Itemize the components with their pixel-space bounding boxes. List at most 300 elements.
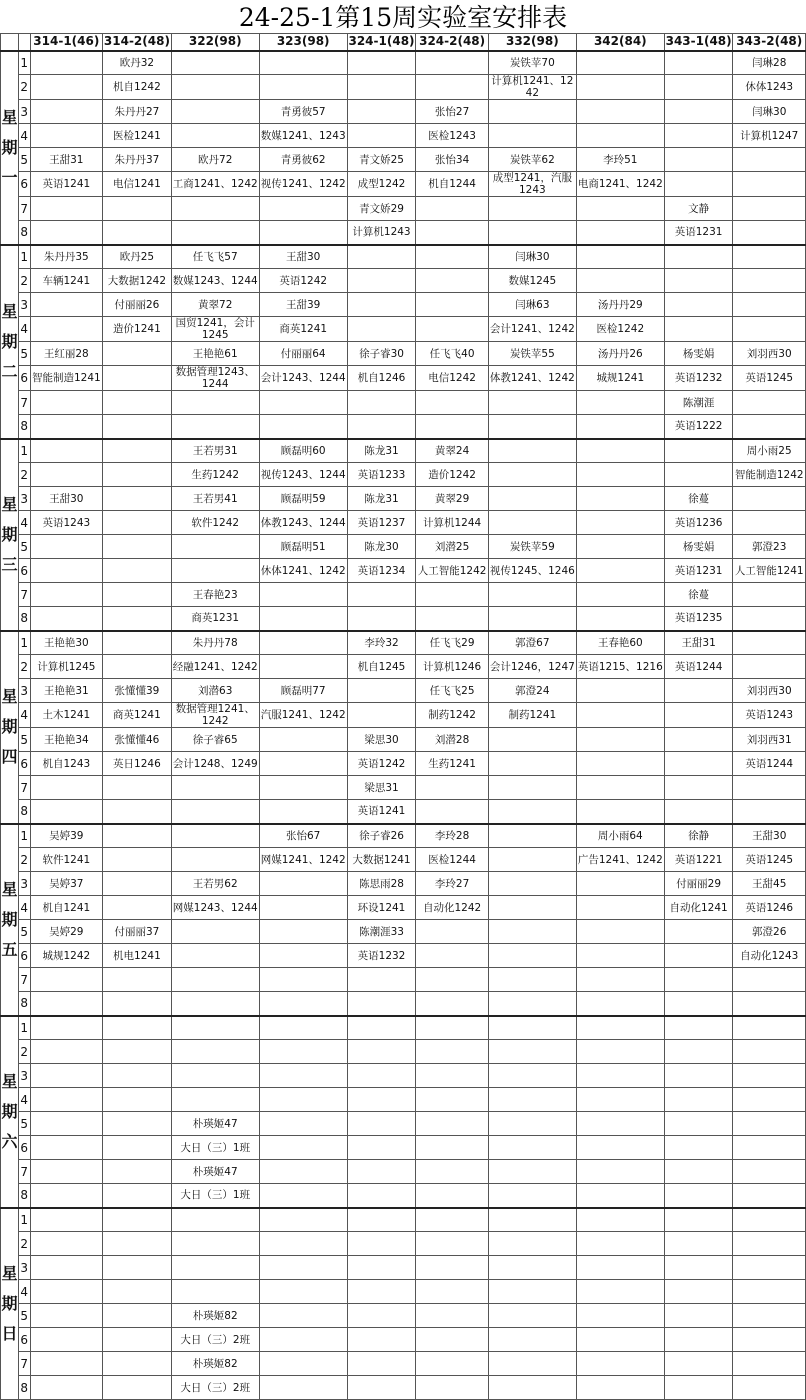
schedule-cell — [488, 992, 576, 1016]
schedule-cell — [416, 1136, 489, 1160]
schedule-cell — [733, 245, 806, 269]
period-number: 5 — [18, 1112, 30, 1136]
schedule-cell: 城规1242 — [30, 944, 103, 968]
schedule-cell — [664, 703, 733, 728]
schedule-cell: 商英1241 — [103, 703, 172, 728]
period-number: 8 — [18, 415, 30, 439]
schedule-cell — [664, 776, 733, 800]
schedule-cell — [103, 439, 172, 463]
table-row — [1, 1160, 806, 1184]
schedule-cell — [664, 1184, 733, 1208]
schedule-cell — [576, 920, 664, 944]
schedule-cell — [488, 848, 576, 872]
schedule-cell — [30, 800, 103, 824]
schedule-cell — [416, 607, 489, 631]
schedule-cell — [576, 221, 664, 245]
schedule-cell — [733, 1064, 806, 1088]
schedule-cell — [488, 1088, 576, 1112]
table-row — [1, 559, 806, 583]
table-row — [1, 197, 806, 221]
schedule-cell — [30, 439, 103, 463]
schedule-cell — [347, 1256, 416, 1280]
schedule-cell — [30, 1256, 103, 1280]
schedule-cell — [347, 124, 416, 148]
schedule-cell — [576, 896, 664, 920]
schedule-cell: 汽服1241、1242 — [259, 703, 347, 728]
day-label — [1, 631, 19, 824]
schedule-cell: 徐蔓 — [664, 583, 733, 607]
schedule-cell — [416, 1352, 489, 1376]
schedule-cell: 周小雨64 — [576, 824, 664, 848]
schedule-cell: 王若男31 — [171, 439, 259, 463]
schedule-cell — [664, 439, 733, 463]
schedule-cell — [103, 1016, 172, 1040]
schedule-cell: 张怡67 — [259, 824, 347, 848]
schedule-cell — [576, 1328, 664, 1352]
schedule-cell — [488, 872, 576, 896]
schedule-cell — [664, 293, 733, 317]
schedule-cell — [488, 1352, 576, 1376]
schedule-cell — [30, 197, 103, 221]
day-label-char: 期 — [1, 137, 18, 157]
day-label — [1, 1016, 19, 1208]
schedule-cell — [664, 1304, 733, 1328]
table-row — [1, 317, 806, 342]
schedule-cell — [103, 1304, 172, 1328]
schedule-cell — [347, 1160, 416, 1184]
room-header: 342(84) — [576, 34, 664, 51]
table-row — [1, 439, 806, 463]
schedule-cell — [488, 487, 576, 511]
schedule-cell — [259, 800, 347, 824]
schedule-cell — [664, 317, 733, 342]
schedule-cell — [733, 776, 806, 800]
schedule-cell — [103, 1040, 172, 1064]
schedule-cell — [488, 728, 576, 752]
schedule-cell — [664, 800, 733, 824]
schedule-cell: 欧丹32 — [103, 51, 172, 75]
schedule-cell — [103, 511, 172, 535]
day-label — [1, 824, 19, 1016]
schedule-cell: 郭澄24 — [488, 679, 576, 703]
period-number: 3 — [18, 293, 30, 317]
schedule-cell — [259, 1184, 347, 1208]
table-row — [1, 366, 806, 391]
table-row — [1, 391, 806, 415]
schedule-cell: 朴瑛姬47 — [171, 1112, 259, 1136]
schedule-cell — [259, 583, 347, 607]
schedule-cell: 杨雯娟 — [664, 535, 733, 559]
schedule-cell: 自动化1243 — [733, 944, 806, 968]
schedule-cell — [664, 992, 733, 1016]
schedule-cell — [30, 1376, 103, 1400]
schedule-cell — [664, 968, 733, 992]
schedule-cell: 徐子睿65 — [171, 728, 259, 752]
period-number: 4 — [18, 124, 30, 148]
table-row — [1, 1256, 806, 1280]
schedule-cell: 体教1243、1244 — [259, 511, 347, 535]
schedule-cell — [171, 800, 259, 824]
schedule-cell — [30, 1328, 103, 1352]
schedule-cell — [171, 992, 259, 1016]
schedule-cell — [576, 1232, 664, 1256]
schedule-cell: 大数据1242 — [103, 269, 172, 293]
period-number: 7 — [18, 776, 30, 800]
schedule-cell: 制药1241 — [488, 703, 576, 728]
schedule-cell — [664, 463, 733, 487]
schedule-cell: 青勇彼57 — [259, 100, 347, 124]
schedule-cell — [30, 1208, 103, 1232]
schedule-cell: 体教1241、1242 — [488, 366, 576, 391]
schedule-cell — [664, 920, 733, 944]
schedule-cell: 朱丹丹37 — [103, 148, 172, 172]
schedule-table — [0, 33, 806, 1400]
table-row — [1, 631, 806, 655]
schedule-cell — [416, 1064, 489, 1088]
period-number: 2 — [18, 269, 30, 293]
schedule-cell — [416, 583, 489, 607]
table-row — [1, 1328, 806, 1352]
period-number: 5 — [18, 920, 30, 944]
schedule-cell — [733, 655, 806, 679]
schedule-cell — [259, 655, 347, 679]
schedule-cell — [259, 1376, 347, 1400]
period-number: 8 — [18, 1376, 30, 1400]
schedule-cell — [259, 944, 347, 968]
day-label-char: 星 — [1, 687, 18, 706]
schedule-cell — [347, 1184, 416, 1208]
schedule-cell — [488, 824, 576, 848]
schedule-cell — [664, 1280, 733, 1304]
schedule-cell — [30, 992, 103, 1016]
schedule-cell: 英语1231 — [664, 559, 733, 583]
day-label-char: 期 — [1, 1293, 18, 1313]
schedule-cell: 国贸1241，会计1245 — [171, 317, 259, 342]
schedule-cell — [733, 317, 806, 342]
schedule-cell — [416, 1088, 489, 1112]
schedule-cell — [416, 968, 489, 992]
schedule-cell — [171, 848, 259, 872]
schedule-cell: 黄翠29 — [416, 487, 489, 511]
period-number: 3 — [18, 1064, 30, 1088]
schedule-cell — [171, 415, 259, 439]
period-number: 7 — [18, 1160, 30, 1184]
schedule-cell — [103, 1232, 172, 1256]
schedule-cell — [259, 992, 347, 1016]
table-row — [1, 124, 806, 148]
period-number: 3 — [18, 100, 30, 124]
table-row — [1, 1136, 806, 1160]
schedule-cell — [733, 1304, 806, 1328]
schedule-cell: 王甜31 — [664, 631, 733, 655]
schedule-cell — [30, 1232, 103, 1256]
schedule-cell — [416, 1376, 489, 1400]
schedule-cell — [576, 245, 664, 269]
schedule-cell: 智能制造1241 — [30, 366, 103, 391]
schedule-cell: 经融1241、1242 — [171, 655, 259, 679]
schedule-cell — [416, 415, 489, 439]
schedule-cell: 炭铁苹70 — [488, 51, 576, 75]
schedule-cell: 王甜39 — [259, 293, 347, 317]
period-number: 3 — [18, 1256, 30, 1280]
schedule-cell — [347, 679, 416, 703]
schedule-cell: 计算机1245 — [30, 655, 103, 679]
schedule-cell — [259, 75, 347, 100]
schedule-cell — [103, 896, 172, 920]
schedule-cell — [171, 1256, 259, 1280]
schedule-cell — [733, 583, 806, 607]
room-header: 322(98) — [171, 34, 259, 51]
schedule-cell: 青文娇25 — [347, 148, 416, 172]
schedule-cell: 炭铁苹59 — [488, 535, 576, 559]
schedule-cell — [488, 1184, 576, 1208]
schedule-cell — [347, 992, 416, 1016]
schedule-cell — [488, 1016, 576, 1040]
schedule-cell: 朴瑛姬47 — [171, 1160, 259, 1184]
schedule-cell: 吴婷37 — [30, 872, 103, 896]
schedule-cell — [576, 800, 664, 824]
schedule-cell — [103, 1064, 172, 1088]
schedule-cell — [103, 535, 172, 559]
schedule-cell: 环设1241 — [347, 896, 416, 920]
schedule-cell — [347, 1136, 416, 1160]
schedule-cell — [488, 1280, 576, 1304]
table-row — [1, 896, 806, 920]
period-number: 1 — [18, 51, 30, 75]
schedule-cell — [733, 968, 806, 992]
schedule-cell — [259, 607, 347, 631]
schedule-cell — [576, 75, 664, 100]
table-row — [1, 992, 806, 1016]
schedule-cell — [171, 920, 259, 944]
schedule-cell — [733, 1160, 806, 1184]
schedule-cell — [488, 1112, 576, 1136]
schedule-cell — [347, 317, 416, 342]
table-row — [1, 607, 806, 631]
schedule-cell — [416, 317, 489, 342]
schedule-cell — [664, 1064, 733, 1088]
period-number: 7 — [18, 583, 30, 607]
table-row — [1, 1232, 806, 1256]
schedule-cell: 黄翠72 — [171, 293, 259, 317]
schedule-cell — [347, 1064, 416, 1088]
schedule-cell — [347, 607, 416, 631]
period-number: 4 — [18, 1280, 30, 1304]
schedule-cell — [347, 583, 416, 607]
schedule-cell: 自动化1241 — [664, 896, 733, 920]
schedule-cell — [347, 1208, 416, 1232]
schedule-cell — [733, 1328, 806, 1352]
schedule-cell — [347, 51, 416, 75]
schedule-cell — [347, 703, 416, 728]
schedule-cell — [733, 269, 806, 293]
schedule-cell — [733, 631, 806, 655]
schedule-cell — [488, 896, 576, 920]
period-number: 3 — [18, 872, 30, 896]
schedule-cell: 成型1241，汽服1243 — [488, 172, 576, 197]
schedule-cell: 网媒1241、1242 — [259, 848, 347, 872]
period-number: 2 — [18, 463, 30, 487]
schedule-cell: 任飞飞29 — [416, 631, 489, 655]
schedule-cell — [30, 391, 103, 415]
schedule-cell: 数据管理1243、1244 — [171, 366, 259, 391]
schedule-cell: 任飞飞25 — [416, 679, 489, 703]
table-row — [1, 800, 806, 824]
period-number: 1 — [18, 439, 30, 463]
schedule-cell: 吴婷29 — [30, 920, 103, 944]
schedule-cell — [171, 124, 259, 148]
schedule-cell: 造价1241 — [103, 317, 172, 342]
schedule-cell: 顾磊明59 — [259, 487, 347, 511]
schedule-cell — [259, 968, 347, 992]
schedule-cell — [488, 415, 576, 439]
schedule-cell — [30, 1280, 103, 1304]
schedule-cell — [103, 1328, 172, 1352]
schedule-cell: 视传1241、1242 — [259, 172, 347, 197]
room-header: 324-1(48) — [347, 34, 416, 51]
period-number: 5 — [18, 728, 30, 752]
schedule-cell — [259, 728, 347, 752]
schedule-cell: 刘羽西31 — [733, 728, 806, 752]
schedule-cell: 电信1241 — [103, 172, 172, 197]
schedule-cell — [259, 51, 347, 75]
schedule-cell: 王甜30 — [733, 824, 806, 848]
schedule-cell: 数据管理1241、1242 — [171, 703, 259, 728]
schedule-cell — [347, 269, 416, 293]
schedule-cell: 智能制造1242 — [733, 463, 806, 487]
schedule-cell — [488, 1208, 576, 1232]
schedule-cell: 土木1241 — [30, 703, 103, 728]
schedule-cell — [576, 1352, 664, 1376]
schedule-cell: 刘羽西30 — [733, 679, 806, 703]
schedule-cell: 顾磊明77 — [259, 679, 347, 703]
period-number: 2 — [18, 655, 30, 679]
schedule-cell — [30, 535, 103, 559]
schedule-cell — [576, 1136, 664, 1160]
period-number: 6 — [18, 1136, 30, 1160]
schedule-cell — [488, 1376, 576, 1400]
schedule-cell: 英语1237 — [347, 511, 416, 535]
schedule-cell: 刘潜28 — [416, 728, 489, 752]
period-number: 1 — [18, 1016, 30, 1040]
schedule-cell — [347, 968, 416, 992]
schedule-cell — [576, 439, 664, 463]
schedule-cell — [576, 968, 664, 992]
schedule-cell — [576, 583, 664, 607]
schedule-cell: 英语1244 — [733, 752, 806, 776]
schedule-cell — [733, 1376, 806, 1400]
period-number: 1 — [18, 824, 30, 848]
schedule-cell — [488, 197, 576, 221]
schedule-cell: 王若男62 — [171, 872, 259, 896]
table-row — [1, 728, 806, 752]
schedule-cell — [733, 992, 806, 1016]
schedule-cell: 付丽丽64 — [259, 342, 347, 366]
schedule-cell — [664, 1088, 733, 1112]
schedule-cell — [733, 1040, 806, 1064]
schedule-cell — [664, 1208, 733, 1232]
schedule-cell — [259, 1016, 347, 1040]
schedule-cell — [30, 463, 103, 487]
period-number: 2 — [18, 1040, 30, 1064]
schedule-cell: 王红丽28 — [30, 342, 103, 366]
schedule-cell — [576, 728, 664, 752]
schedule-cell: 文静 — [664, 197, 733, 221]
schedule-cell — [576, 1160, 664, 1184]
table-row — [1, 75, 806, 100]
schedule-cell — [171, 1280, 259, 1304]
schedule-cell: 陈龙31 — [347, 487, 416, 511]
schedule-cell: 朱丹丹27 — [103, 100, 172, 124]
schedule-cell — [488, 776, 576, 800]
schedule-cell: 医检1244 — [416, 848, 489, 872]
schedule-cell — [103, 631, 172, 655]
schedule-cell: 周小雨25 — [733, 439, 806, 463]
schedule-cell — [488, 1232, 576, 1256]
schedule-cell — [30, 317, 103, 342]
schedule-cell — [103, 366, 172, 391]
schedule-cell: 英语1236 — [664, 511, 733, 535]
table-row — [1, 752, 806, 776]
schedule-cell — [733, 1232, 806, 1256]
schedule-cell — [576, 1040, 664, 1064]
table-row — [1, 245, 806, 269]
schedule-cell — [30, 1064, 103, 1088]
schedule-cell — [171, 1232, 259, 1256]
schedule-cell: 顾磊明60 — [259, 439, 347, 463]
day-label-char: 星 — [1, 1071, 18, 1091]
day-label-char: 期 — [1, 331, 18, 351]
schedule-cell — [347, 1352, 416, 1376]
schedule-cell — [664, 1352, 733, 1376]
schedule-cell — [347, 1112, 416, 1136]
room-header: 343-2(48) — [733, 34, 806, 51]
schedule-cell — [733, 172, 806, 197]
schedule-cell: 徐静 — [664, 824, 733, 848]
schedule-cell: 会计1246，1247 — [488, 655, 576, 679]
schedule-cell: 梁思30 — [347, 728, 416, 752]
table-row — [1, 1208, 806, 1232]
schedule-cell — [30, 293, 103, 317]
table-row — [1, 535, 806, 559]
schedule-cell: 王艳艳61 — [171, 342, 259, 366]
table-row — [1, 415, 806, 439]
schedule-cell — [733, 607, 806, 631]
schedule-cell — [259, 872, 347, 896]
schedule-cell — [103, 487, 172, 511]
schedule-cell — [103, 559, 172, 583]
table-row — [1, 1112, 806, 1136]
schedule-cell: 英语1242 — [347, 752, 416, 776]
schedule-cell — [488, 800, 576, 824]
schedule-cell — [664, 269, 733, 293]
schedule-cell — [416, 1184, 489, 1208]
schedule-cell — [103, 1256, 172, 1280]
schedule-cell — [259, 1352, 347, 1376]
schedule-cell: 任飞飞40 — [416, 342, 489, 366]
table-row — [1, 221, 806, 245]
schedule-cell: 视传1245、1246 — [488, 559, 576, 583]
schedule-cell — [733, 197, 806, 221]
table-row — [1, 511, 806, 535]
schedule-cell: 成型1242 — [347, 172, 416, 197]
schedule-cell — [488, 1304, 576, 1328]
schedule-cell: 英语1241 — [347, 800, 416, 824]
schedule-cell — [171, 100, 259, 124]
schedule-cell — [259, 1136, 347, 1160]
table-row — [1, 583, 806, 607]
table-row — [1, 148, 806, 172]
